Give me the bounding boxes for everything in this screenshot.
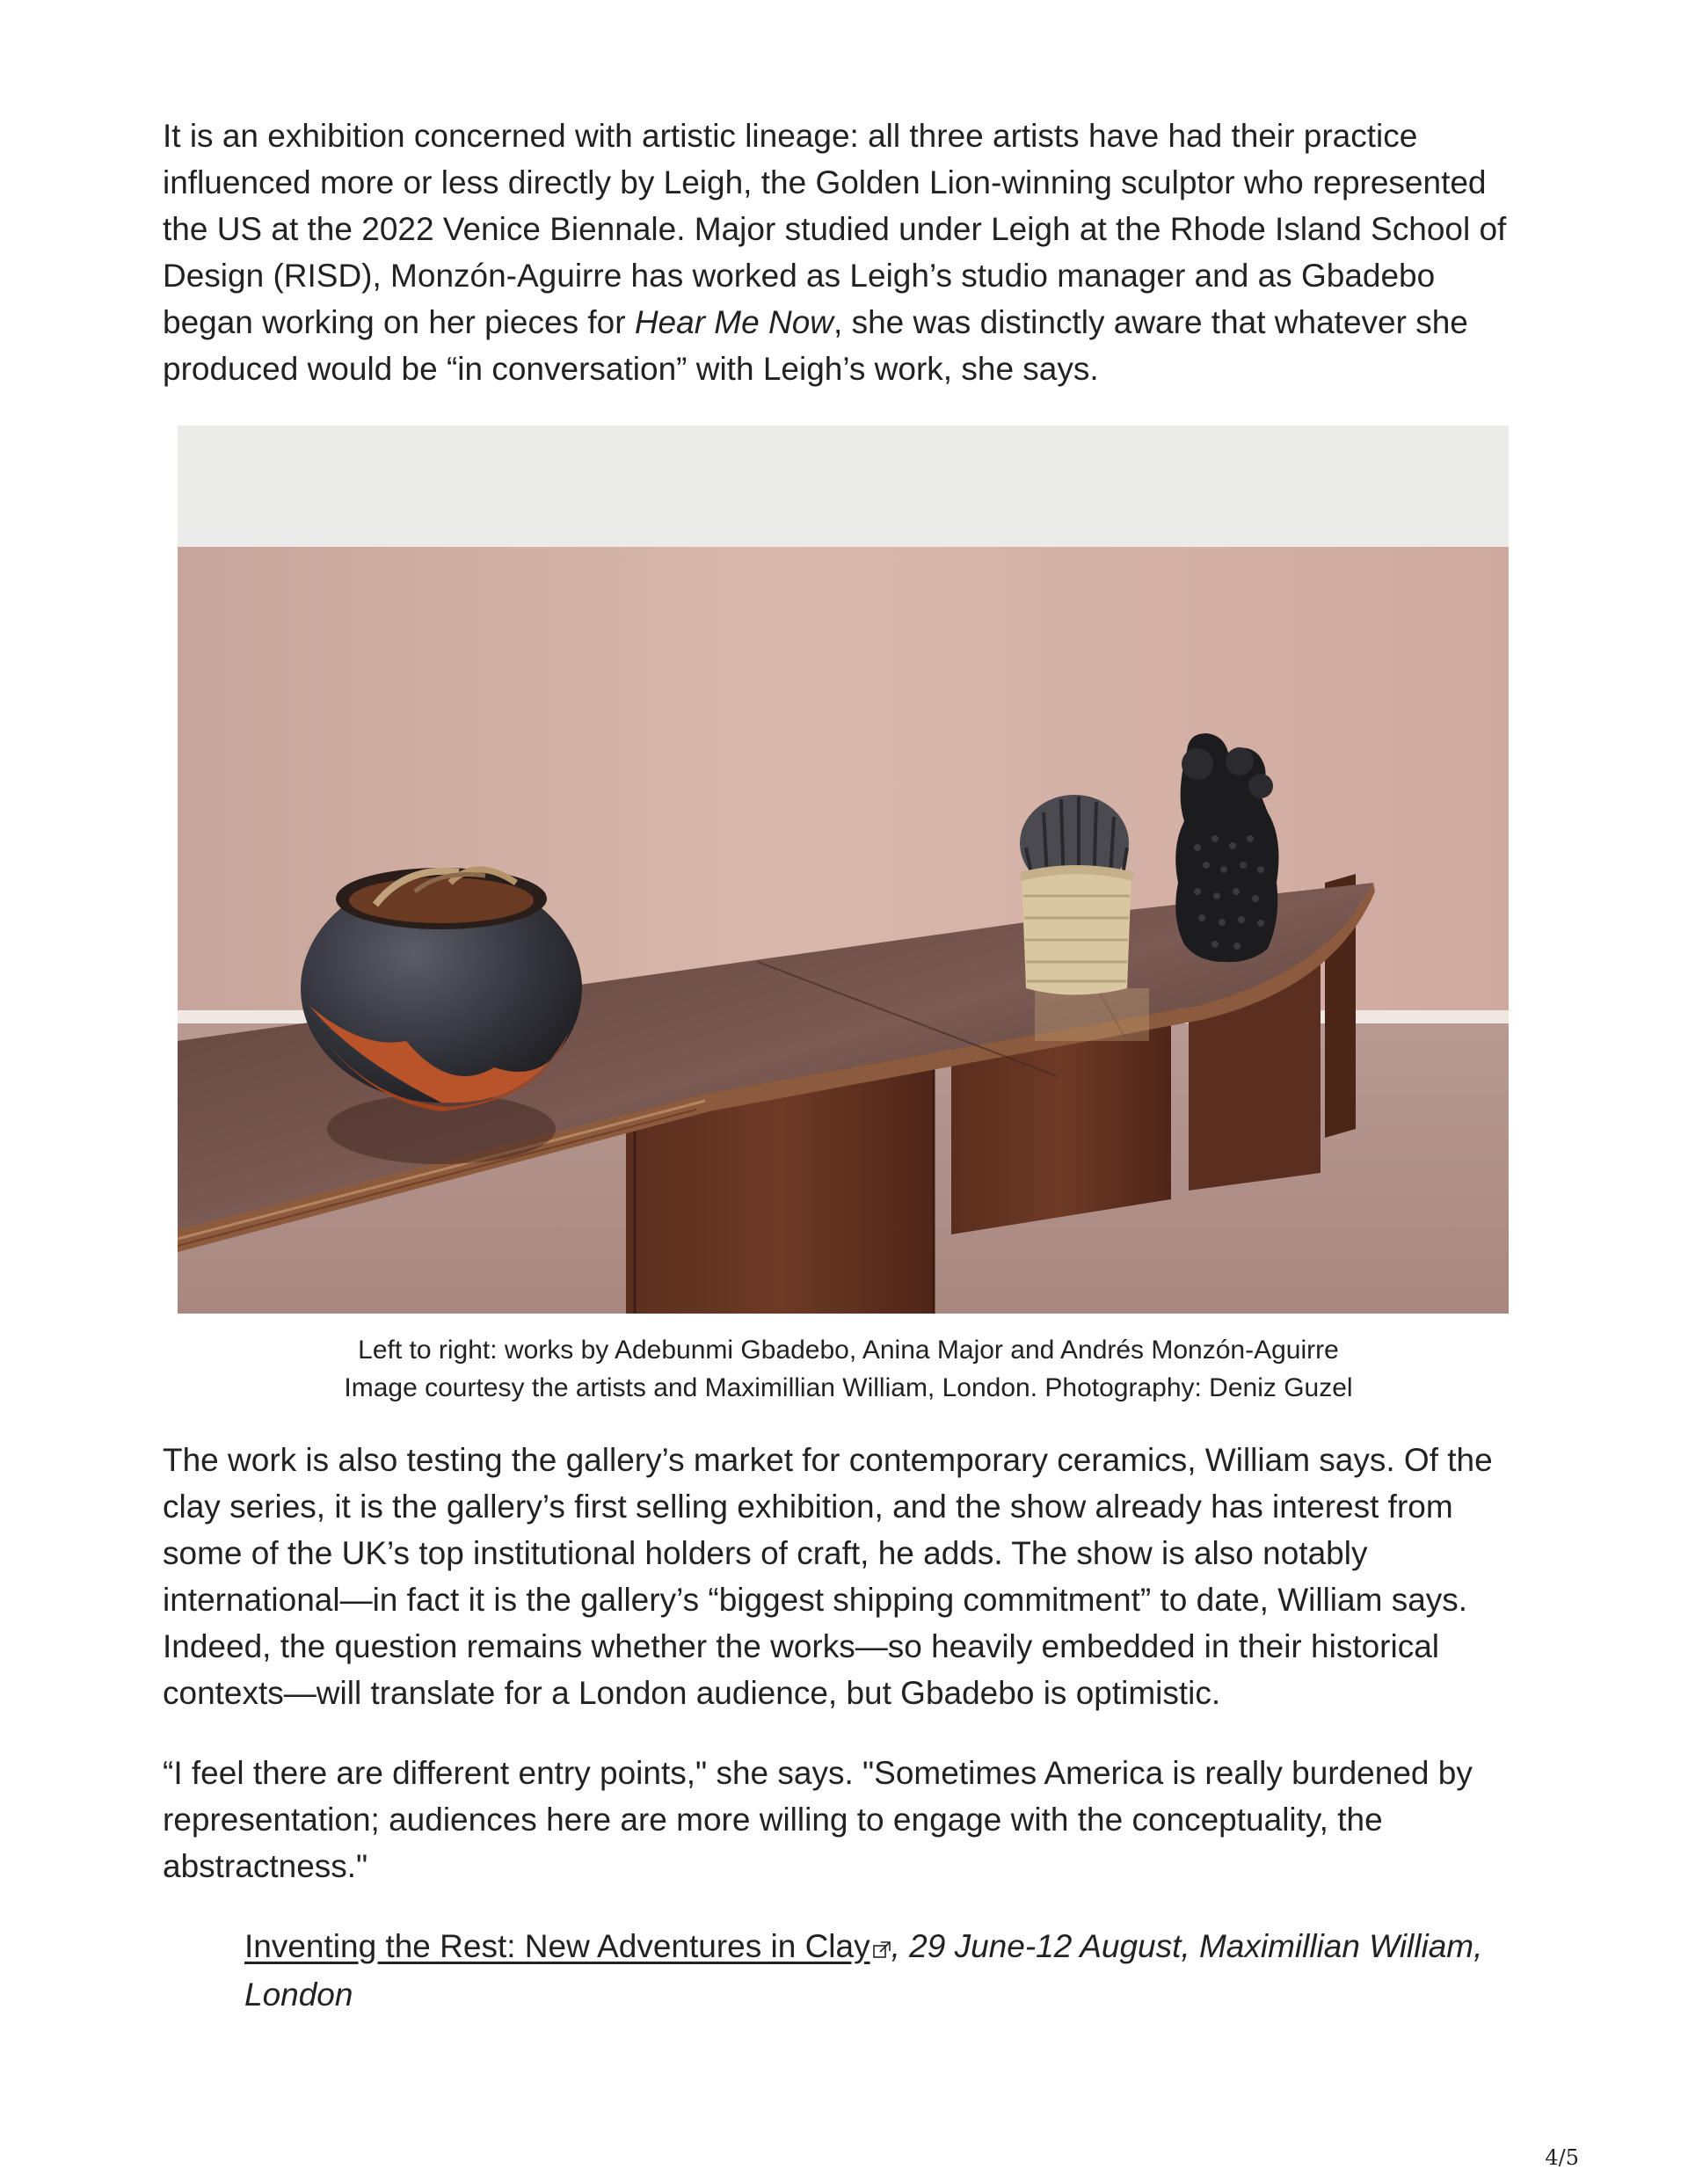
exhibition-link[interactable] <box>244 1928 891 1964</box>
exhibition-citation <box>244 1922 1528 2019</box>
para1-text-start: It is an exhibition concerned with artistic lineage: all three artists have had their practice influenced more or less directly by Leigh, the Golden Lion-winning sculptor who represented the US at the 2022 Venice Biennale. Major studied under Leigh at the Rhode Island School of Design (RISD), Monzón-Aguirre has worked as Leigh’s studio manager and as Gbadebo began working on her pieces for <box>163 118 1507 340</box>
exhibition-title-italic: Hear Me Now <box>634 304 834 340</box>
body-paragraph-quote: “I feel there are different entry points," she says. "Sometimes America is really burdened by representation; audiences here are more willing to engage with the conceptuality, the abstractness." <box>163 1755 1473 1884</box>
exhibition-photo <box>178 426 1509 1314</box>
body-paragraph-market: The work is also testing the gallery’s market for contemporary ceramics, William says. Of the clay series, it is the gallery’s first selling exhibition, and the show already has interest from some of the UK’s top institutional holders of craft, he adds. The show is also notably international—in fact it is the gallery’s “biggest shipping commitment” to date, William says. Indeed, the question remains whether the works—so heavily embedded in their historical contexts—will translate for a London audience, but Gbadebo is optimistic. <box>163 1442 1493 1711</box>
page-number: 4/5 <box>1545 2145 1579 2170</box>
photo-credit: Image courtesy the artists and Maximillian William, London. Photography: Deniz Guzel <box>344 1373 1353 1402</box>
external-link-icon <box>872 1925 891 1944</box>
body-paragraph-lineage <box>163 113 1534 392</box>
para1-text-end: , she was distinctly aware that whatever she produced would be “in conversation” with Leigh’s work, she says. <box>163 304 1468 387</box>
photo-caption: Left to right: works by Adebunmi Gbadebo, Anina Major and Andrés Monzón-Aguirre <box>358 1336 1339 1365</box>
exhibition-details: , 29 June-12 August, Maximillian William, London <box>244 1928 1483 2013</box>
exhibition-link-text[interactable]: Inventing the Rest: New Adventures in Clay <box>244 1928 870 1964</box>
